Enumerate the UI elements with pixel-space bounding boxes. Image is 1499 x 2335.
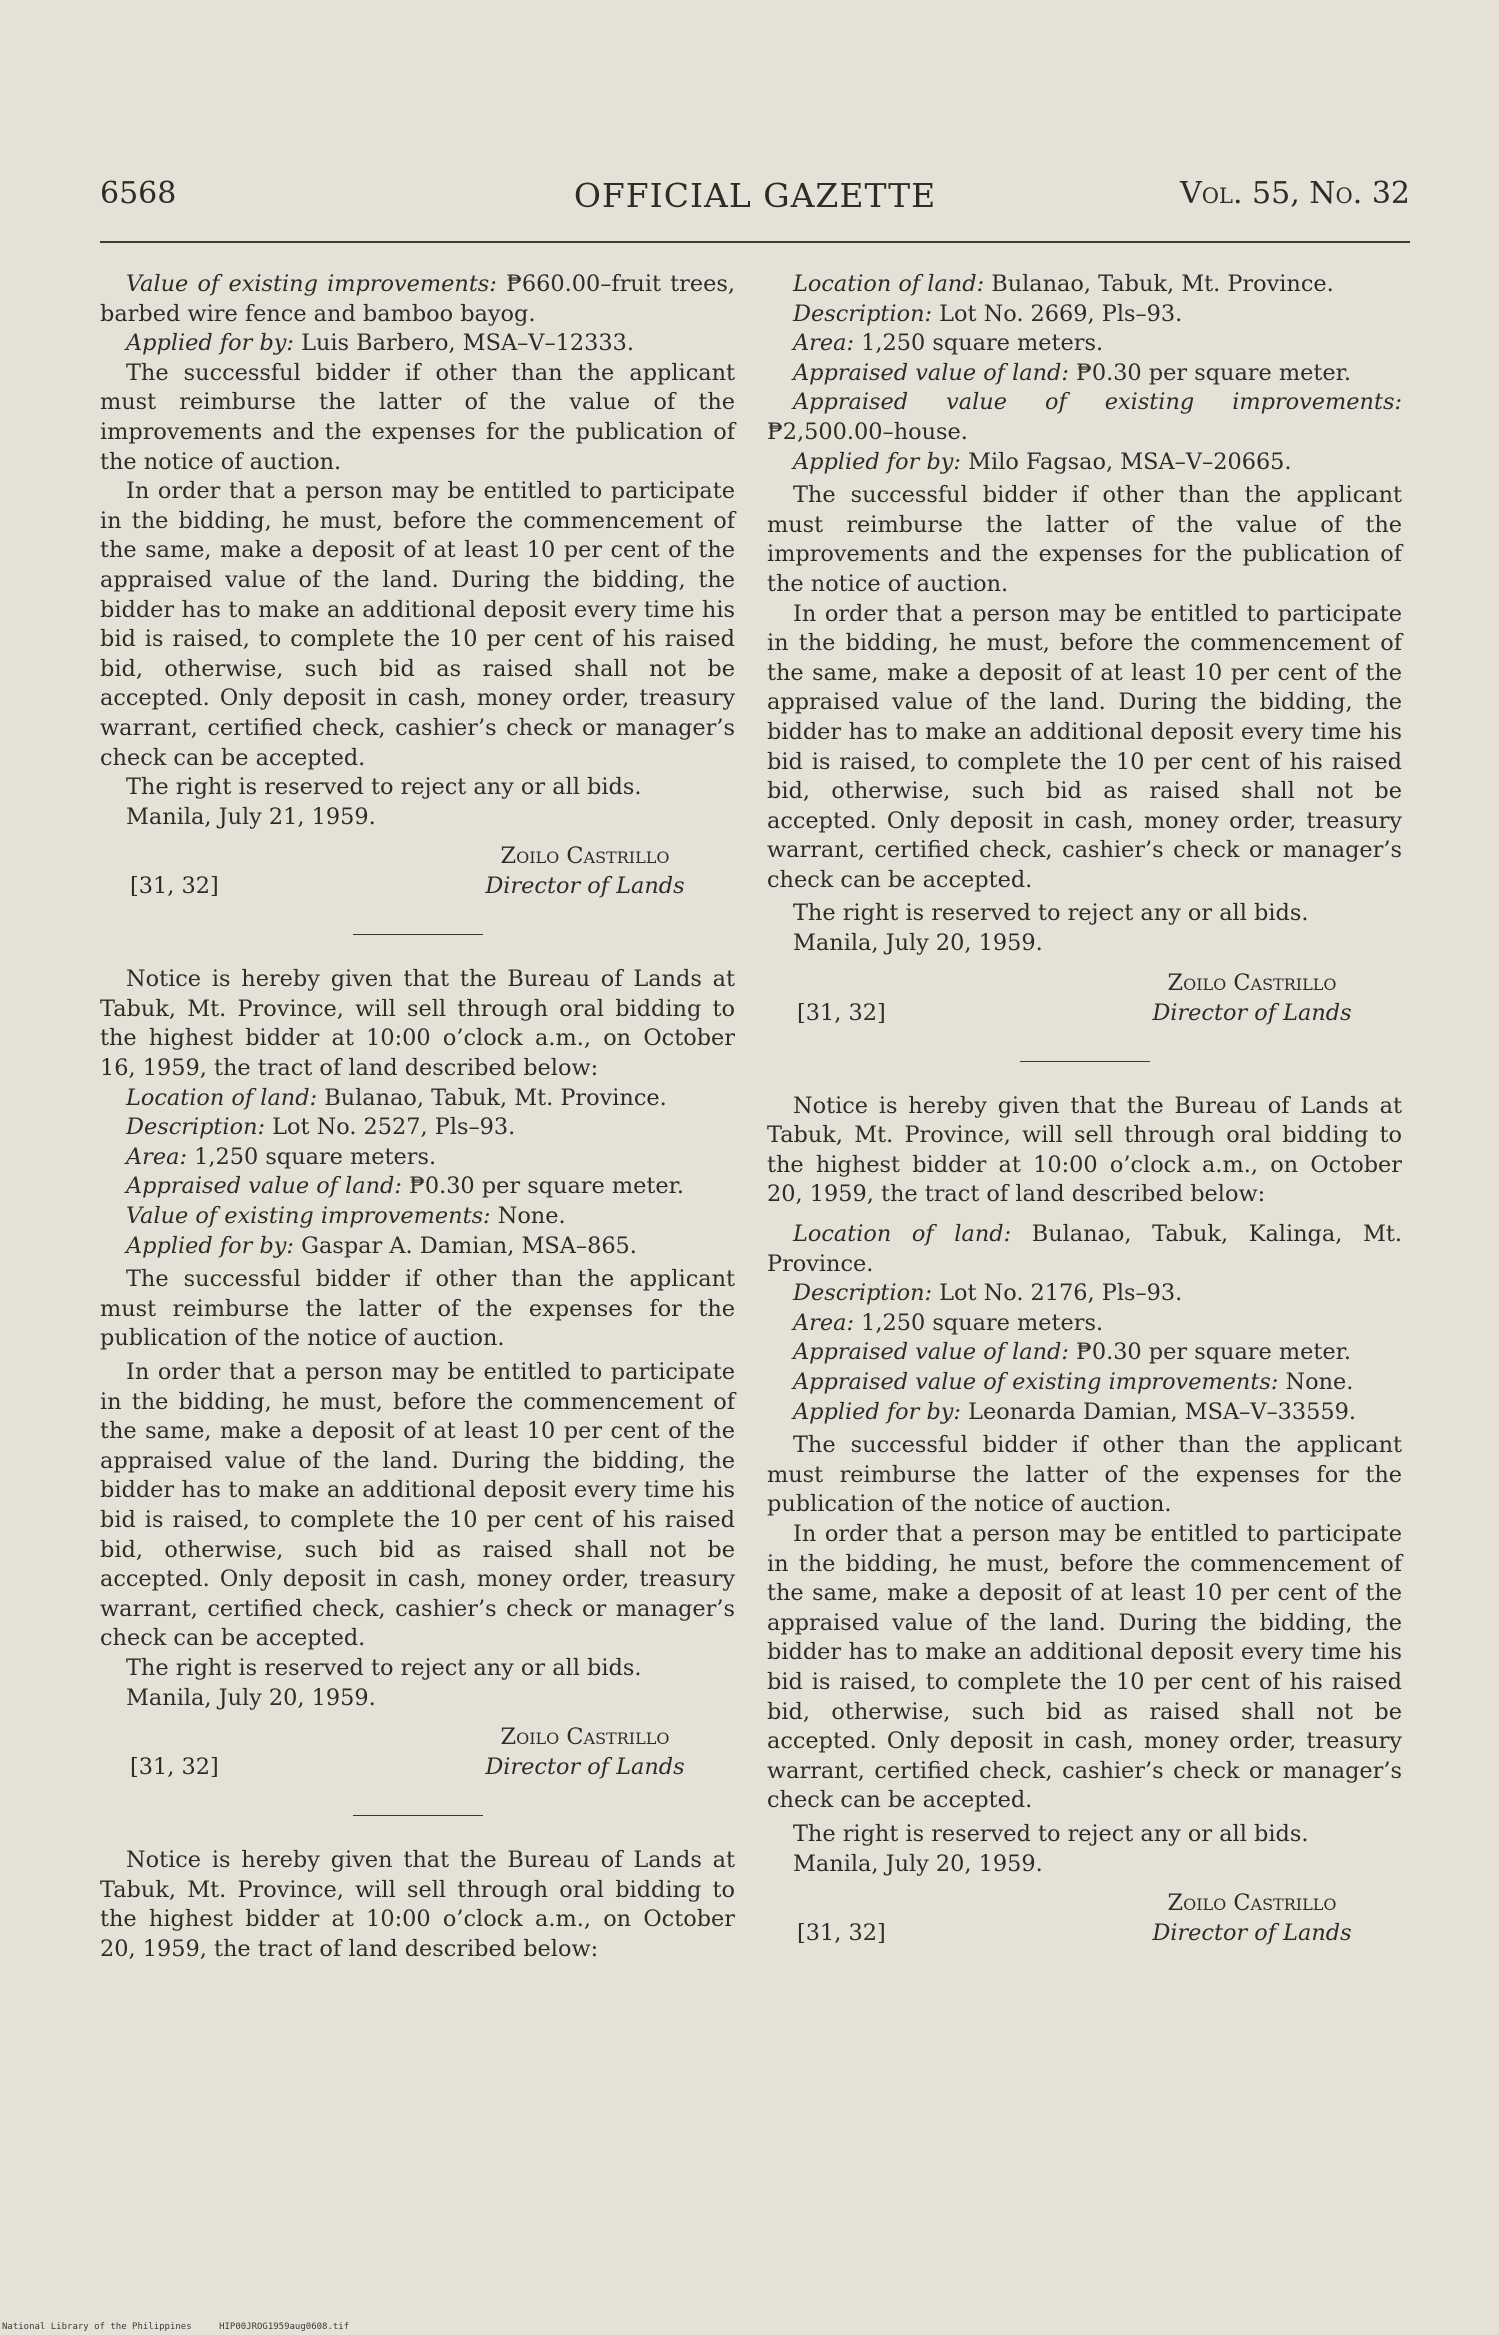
scan-footer bbox=[2, 2322, 371, 2332]
issue-reference: [31, 32] bbox=[797, 999, 886, 1026]
improvements-line: Appraised value of existing improvements: None. bbox=[793, 1369, 1354, 1395]
deposit-paragraph: In order that a person may be entitled to participate in the bidding, he must, before the commencement of the same, make a deposit of at least 10 per cent of the appraised value of the land. During the bidding, the bidder has to make an additional deposit every time his bid is raised, to complete the 10 per cent of his raised bid, otherwise, such bid as raised shall not be accepted. Only deposit in cash, money order, treasury warrant, certified check, cashier’s check or manager’s check can be accepted. bbox=[767, 1520, 1402, 1814]
applicant-line: Applied for by: Gaspar A. Damian, MSA–865. bbox=[126, 1232, 637, 1259]
issue-reference: [31, 32] bbox=[797, 1920, 886, 1947]
signer-title: Director of Lands bbox=[1152, 1920, 1352, 1947]
notice-intro: Notice is hereby given that the Bureau of Lands at Tabuk, Mt. Province, will sell through oral bidding to the highest bidder at 10:00 o’clock a.m., on October 20, 1959, the tract of land described below: bbox=[100, 1847, 735, 1962]
page-number: 6568 bbox=[100, 176, 177, 211]
page-header bbox=[100, 176, 1410, 226]
improvements-line: Appraised value of existing improvements: ₱2,500.00–house. bbox=[767, 389, 1402, 445]
notice-divider bbox=[353, 934, 483, 935]
reservation-paragraph: The right is reserved to reject any or all bids. bbox=[126, 1654, 642, 1681]
reservation-paragraph: The right is reserved to reject any or all bids. bbox=[793, 1820, 1309, 1847]
notice-lot-2527 bbox=[100, 965, 735, 1785]
reservation-paragraph: The right is reserved to reject any or all bids. bbox=[793, 900, 1309, 927]
scan-filename: HIP00JROG1959aug0608.tif bbox=[219, 2322, 350, 2332]
left-column bbox=[100, 270, 735, 1965]
deposit-paragraph: In order that a person may be entitled to participate in the bidding, he must, before the commencement of the same, make a deposit of at least 10 per cent of the appraised value of the land. During the bidding, the bidder has to make an additional deposit every time his bid is raised, to complete the 10 per cent of his raised bid, otherwise, such bid as raised shall not be accepted. Only deposit in cash, money order, treasury warrant, certified check, cashier’s check or manager’s check can be accepted. bbox=[767, 600, 1402, 893]
notice-intro: Notice is hereby given that the Bureau of Lands at Tabuk, Mt. Province, will sell through oral bidding to the highest bidder at 10:00 o’clock a.m., on October 20, 1959, the tract of land described below: bbox=[767, 1092, 1402, 1208]
location-line: Location of land: Bulanao, Tabuk, Mt. Province. bbox=[793, 271, 1334, 297]
notice-lot-2176 bbox=[767, 1092, 1402, 1951]
signature-block bbox=[767, 1889, 1402, 1951]
appraised-line: Appraised value of land: ₱0.30 per square meter. bbox=[793, 359, 1351, 386]
signer-title: Director of Lands bbox=[485, 1754, 685, 1781]
description-line: Description: Lot No. 2669, Pls–93. bbox=[793, 300, 1183, 327]
description-line: Description: Lot No. 2527, Pls–93. bbox=[126, 1114, 516, 1141]
header-rule bbox=[100, 241, 1410, 243]
improvements-line: Value of existing improvements: ₱660.00–fruit trees, barbed wire fence and bamboo bayog. bbox=[100, 271, 735, 327]
deposit-paragraph: In order that a person may be entitled to participate in the bidding, he must, before the commencement of the same, make a deposit of at least 10 per cent of the appraised value of the land. During the bidding, the bidder has to make an additional deposit every time his bid is raised, to complete the 10 per cent of his raised bid, otherwise, such bid as raised shall not be accepted. Only deposit in cash, money order, treasury warrant, certified check, cashier’s check or manager’s check can be accepted. bbox=[100, 1359, 735, 1652]
signer-name: Zoilo Castrillo bbox=[500, 1724, 670, 1751]
area-line: Area: 1,250 square meters. bbox=[126, 1143, 437, 1170]
signer-name: Zoilo Castrillo bbox=[500, 843, 670, 870]
reservation-paragraph: The right is reserved to reject any or all bids. bbox=[126, 774, 642, 801]
applicant-line: Applied for by: Milo Fagsao, MSA–V–20665. bbox=[793, 448, 1292, 475]
signer-name: Zoilo Castrillo bbox=[1167, 969, 1337, 996]
signer-title: Director of Lands bbox=[1152, 999, 1352, 1026]
library-credit: National Library of the Philippines bbox=[2, 2322, 192, 2332]
publication-title: OFFICIAL GAZETTE bbox=[573, 176, 937, 215]
notice-intro: Notice is hereby given that the Bureau of Lands at Tabuk, Mt. Province, will sell through oral bidding to the highest bidder at 10:00 o’clock a.m., on October 16, 1959, the tract of land described below: bbox=[100, 966, 735, 1082]
notice-date: Manila, July 21, 1959. bbox=[126, 803, 376, 830]
description-line: Description: Lot No. 2176, Pls–93. bbox=[793, 1280, 1183, 1307]
notice-lot-2669-intro bbox=[100, 1846, 735, 1964]
location-line: Location of land: Bulanao, Tabuk, Kalinga, Mt. Province. bbox=[767, 1221, 1403, 1277]
volume-number: Vol. 55, No. 32 bbox=[1180, 176, 1410, 211]
notice-date: Manila, July 20, 1959. bbox=[793, 930, 1043, 957]
notice-continued bbox=[100, 270, 735, 904]
signature-block bbox=[100, 1723, 735, 1785]
reimbursement-paragraph: The successful bidder if other than the applicant must reimburse the latter of the value of the improvements and the expenses for the publication of the notice of auction. bbox=[100, 359, 735, 475]
deposit-paragraph: In order that a person may be entitled to participate in the bidding, he must, before the commencement of the same, make a deposit of at least 10 per cent of the appraised value of the land. During the bidding, the bidder has to make an additional deposit every time his bid is raised, to complete the 10 per cent of his raised bid, otherwise, such bid as raised shall not be accepted. Only deposit in cash, money order, treasury warrant, certified check, cashier’s check or manager’s check can be accepted. bbox=[100, 478, 735, 771]
improvements-line: Value of existing improvements: None. bbox=[126, 1203, 566, 1230]
location-line: Location of land: Bulanao, Tabuk, Mt. Province. bbox=[126, 1084, 667, 1111]
issue-reference: [31, 32] bbox=[130, 1754, 219, 1781]
notice-divider bbox=[1020, 1061, 1150, 1062]
signer-name: Zoilo Castrillo bbox=[1167, 1890, 1337, 1917]
applicant-line: Applied for by: Luis Barbero, MSA–V–12333. bbox=[126, 330, 635, 357]
reimbursement-paragraph: The successful bidder if other than the applicant must reimburse the latter of the expenses for the publication of the notice of auction. bbox=[767, 1432, 1402, 1518]
notice-date: Manila, July 20, 1959. bbox=[793, 1850, 1043, 1877]
issue-reference: [31, 32] bbox=[130, 873, 219, 900]
signature-block bbox=[100, 842, 735, 904]
area-line: Area: 1,250 square meters. bbox=[793, 1309, 1104, 1336]
notice-divider bbox=[353, 1815, 483, 1816]
applicant-line: Applied for by: Leonarda Damian, MSA–V–33559. bbox=[793, 1398, 1357, 1425]
area-line: Area: 1,250 square meters. bbox=[793, 330, 1104, 357]
appraised-line: Appraised value of land: ₱0.30 per square meter. bbox=[126, 1173, 684, 1200]
appraised-line: Appraised value of land: ₱0.30 per square meter. bbox=[793, 1339, 1351, 1366]
signature-block bbox=[767, 969, 1402, 1031]
notice-lot-2669 bbox=[767, 270, 1402, 1031]
signer-title: Director of Lands bbox=[485, 873, 685, 900]
right-column bbox=[767, 270, 1402, 1951]
notice-date: Manila, July 20, 1959. bbox=[126, 1684, 376, 1711]
reimbursement-paragraph: The successful bidder if other than the applicant must reimburse the latter of the value of the improvements and the expenses for the publication of the notice of auction. bbox=[767, 482, 1402, 597]
reimbursement-paragraph: The successful bidder if other than the applicant must reimburse the latter of the expenses for the publication of the notice of auction. bbox=[100, 1266, 735, 1352]
